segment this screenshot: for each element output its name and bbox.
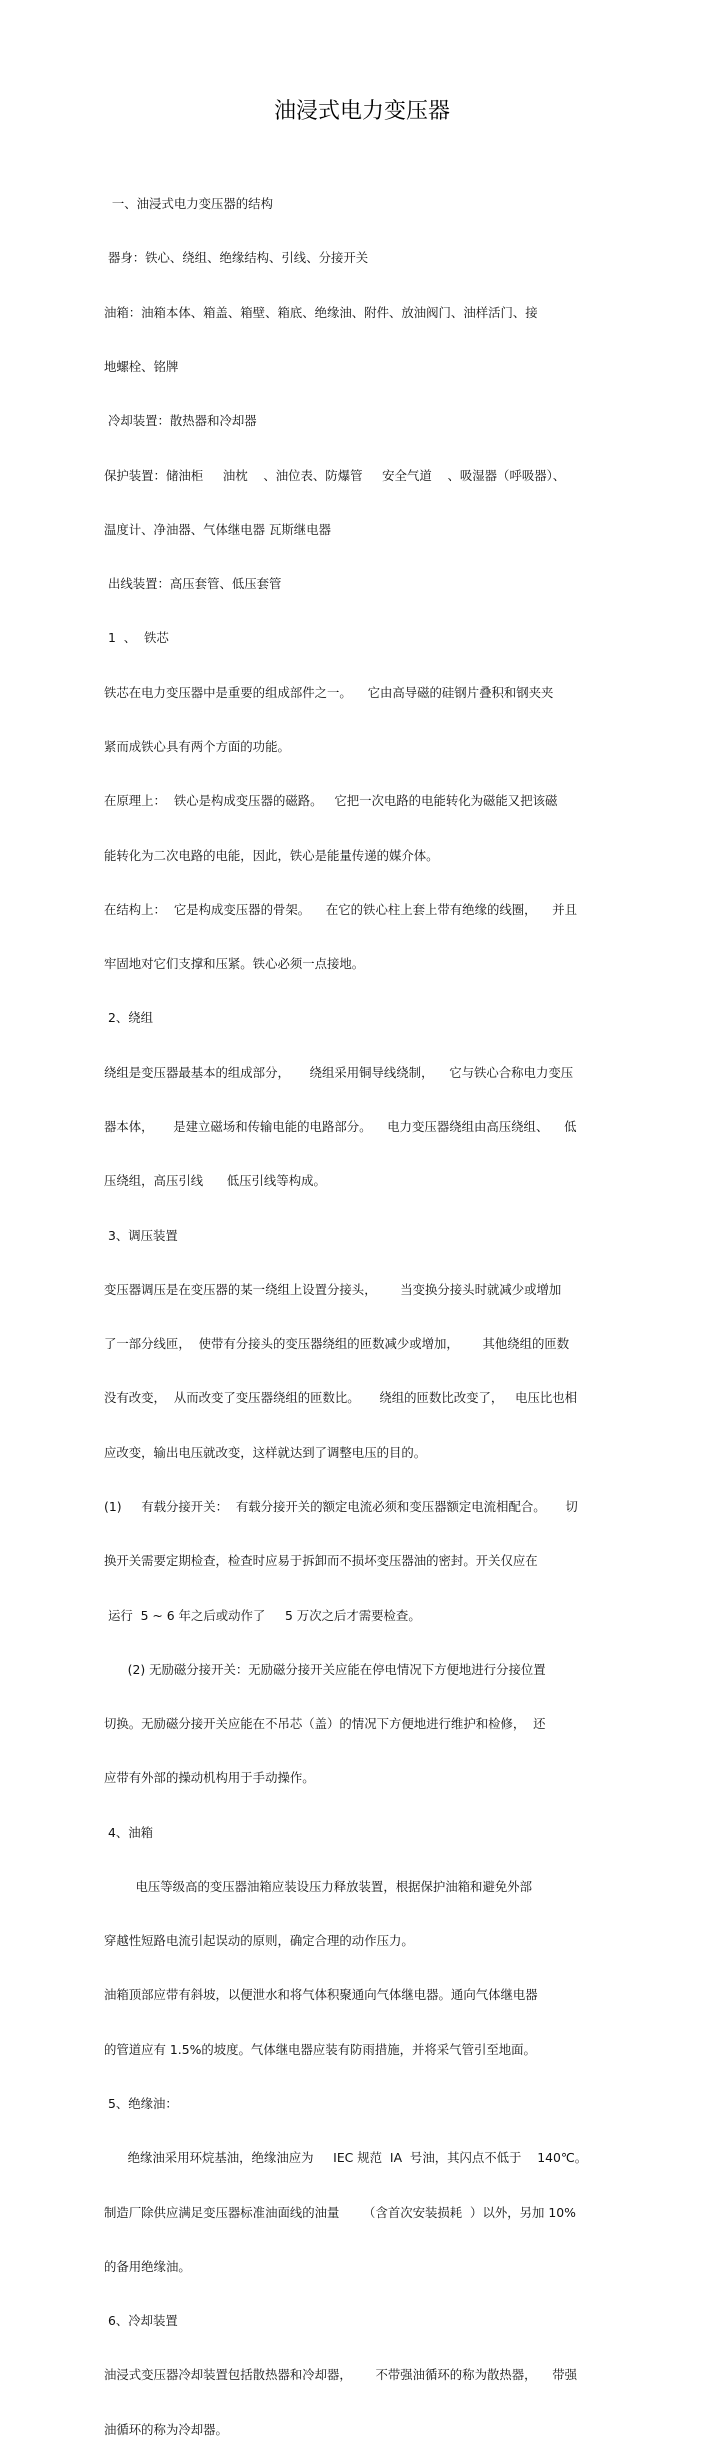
text-line: 一、油浸式电力变压器的结构 [104, 196, 273, 212]
text-line: 的备用绝缘油。 [104, 2258, 191, 2274]
text-line: 地螺栓、铭牌 [104, 359, 179, 375]
text-line: 换开关需要定期检查，检查时应易于拆卸而不损坏变压器油的密封。开关仅应在 [104, 1553, 538, 1569]
text-line: 器身：铁心、绕组、绝缘结构、引线、分接开关 [104, 250, 369, 266]
text-line: 能转化为二次电路的电能，因此，铁心是能量传递的媒介体。 [104, 847, 439, 863]
text-line: 油浸式变压器冷却装置包括散热器和冷却器， 不带强油循环的称为散热器， 带强 [104, 2367, 578, 2383]
text-line: 绝缘油采用环烷基油，绝缘油应为 IEC 规范 IA 号油，其闪点不低于 140℃。 [104, 2150, 588, 2166]
document-title: 油浸式电力变压器 [273, 99, 450, 124]
text-line: 应改变，输出电压就改变，这样就达到了调整电压的目的。 [104, 1444, 427, 1460]
text-line: 5、绝缘油： [104, 2096, 178, 2112]
text-line: 制造厂除供应满足变压器标准油面线的油量 （含首次安装损耗 ）以外，另加 10% [104, 2204, 576, 2220]
text-line: 电压等级高的变压器油箱应装设压力释放装置，根据保护油箱和避免外部 [104, 1878, 533, 1894]
text-line: 铁芯在电力变压器中是重要的组成部件之一。 它由高导磁的硅钢片叠积和钢夹夹 [104, 684, 554, 700]
text-line: 温度计、净油器、气体继电器 瓦斯继电器 [104, 521, 331, 537]
text-line: 紧而成铁心具有两个方面的功能。 [104, 739, 290, 754]
text-line: 运行 5 ~ 6 年之后或动作了 5 万次之后才需要检查。 [104, 1607, 421, 1623]
text-line: 穿越性短路电流引起误动的原则，确定合理的动作压力。 [104, 1933, 414, 1949]
text-line: 3、调压装置 [104, 1227, 178, 1243]
text-line: 油箱：油箱本体、箱盖、箱壁、箱底、绝缘油、附件、放油阀门、油样活门、接 [104, 304, 538, 320]
text-line: 保护装置：储油柜 油枕 、油位表、防爆管 安全气道 、吸湿器（呼吸器）、 [104, 467, 566, 483]
text-line: (2) 无励磁分接开关：无励磁分接开关应能在停电情况下方便地进行分接位置 [104, 1661, 546, 1677]
text-line: 4、油箱 [104, 1824, 153, 1840]
text-line: 应带有外部的操动机构用于手动操作。 [104, 1770, 315, 1786]
text-line: 油箱顶部应带有斜坡，以便泄水和将气体积聚通向气体继电器。通向气体继电器 [104, 1987, 538, 2003]
text-line: 在结构上： 它是构成变压器的骨架。 在它的铁心柱上套上带有绝缘的线圈， 并且 [104, 901, 578, 917]
text-line: 的管道应有 1.5%的坡度。气体继电器应装有防雨措施，并将采气管引至地面。 [104, 2041, 536, 2057]
text-line: 2、绕组 [104, 1010, 153, 1026]
text-line: 在原理上： 铁心是构成变压器的磁路。 它把一次电路的电能转化为磁能又把该磁 [104, 793, 558, 809]
text-line: 切换。无励磁分接开关应能在不吊芯（盖）的情况下方便地进行维护和检修， 还 [104, 1716, 546, 1732]
text-line: 变压器调压是在变压器的某一绕组上设置分接头， 当变换分接头时就减少或增加 [104, 1281, 562, 1297]
text-line: 油循环的称为冷却器。 [104, 2421, 228, 2437]
document-body [104, 159, 624, 2457]
text-line: 1 、 铁芯 [104, 630, 169, 646]
text-line: 没有改变， 从而改变了变压器绕组的匝数比。 绕组的匝数比改变了， 电压比也相 [104, 1390, 578, 1406]
text-line: 绕组是变压器最基本的组成部分， 绕组采用铜导线绕制， 它与铁心合称电力变压 [104, 1064, 574, 1080]
text-line: 器本体， 是建立磁场和传输电能的电路部分。 电力变压器绕组由高压绕组、 低 [104, 1118, 577, 1134]
text-line: 冷却装置：散热器和冷却器 [104, 413, 257, 429]
text-line: (1) 有载分接开关： 有载分接开关的额定电流必须和变压器额定电流相配合。 切 [104, 1498, 578, 1514]
text-line: 6、冷却装置 [104, 2313, 178, 2329]
text-line: 牢固地对它们支撑和压紧。铁心必须一点接地。 [104, 956, 365, 972]
text-line: 了一部分线匝， 使带有分接头的变压器绕组的匝数减少或增加， 其他绕组的匝数 [104, 1336, 570, 1352]
text-line: 压绕组，高压引线 低压引线等构成。 [104, 1173, 326, 1189]
text-line: 出线装置：高压套管、低压套管 [104, 576, 282, 592]
